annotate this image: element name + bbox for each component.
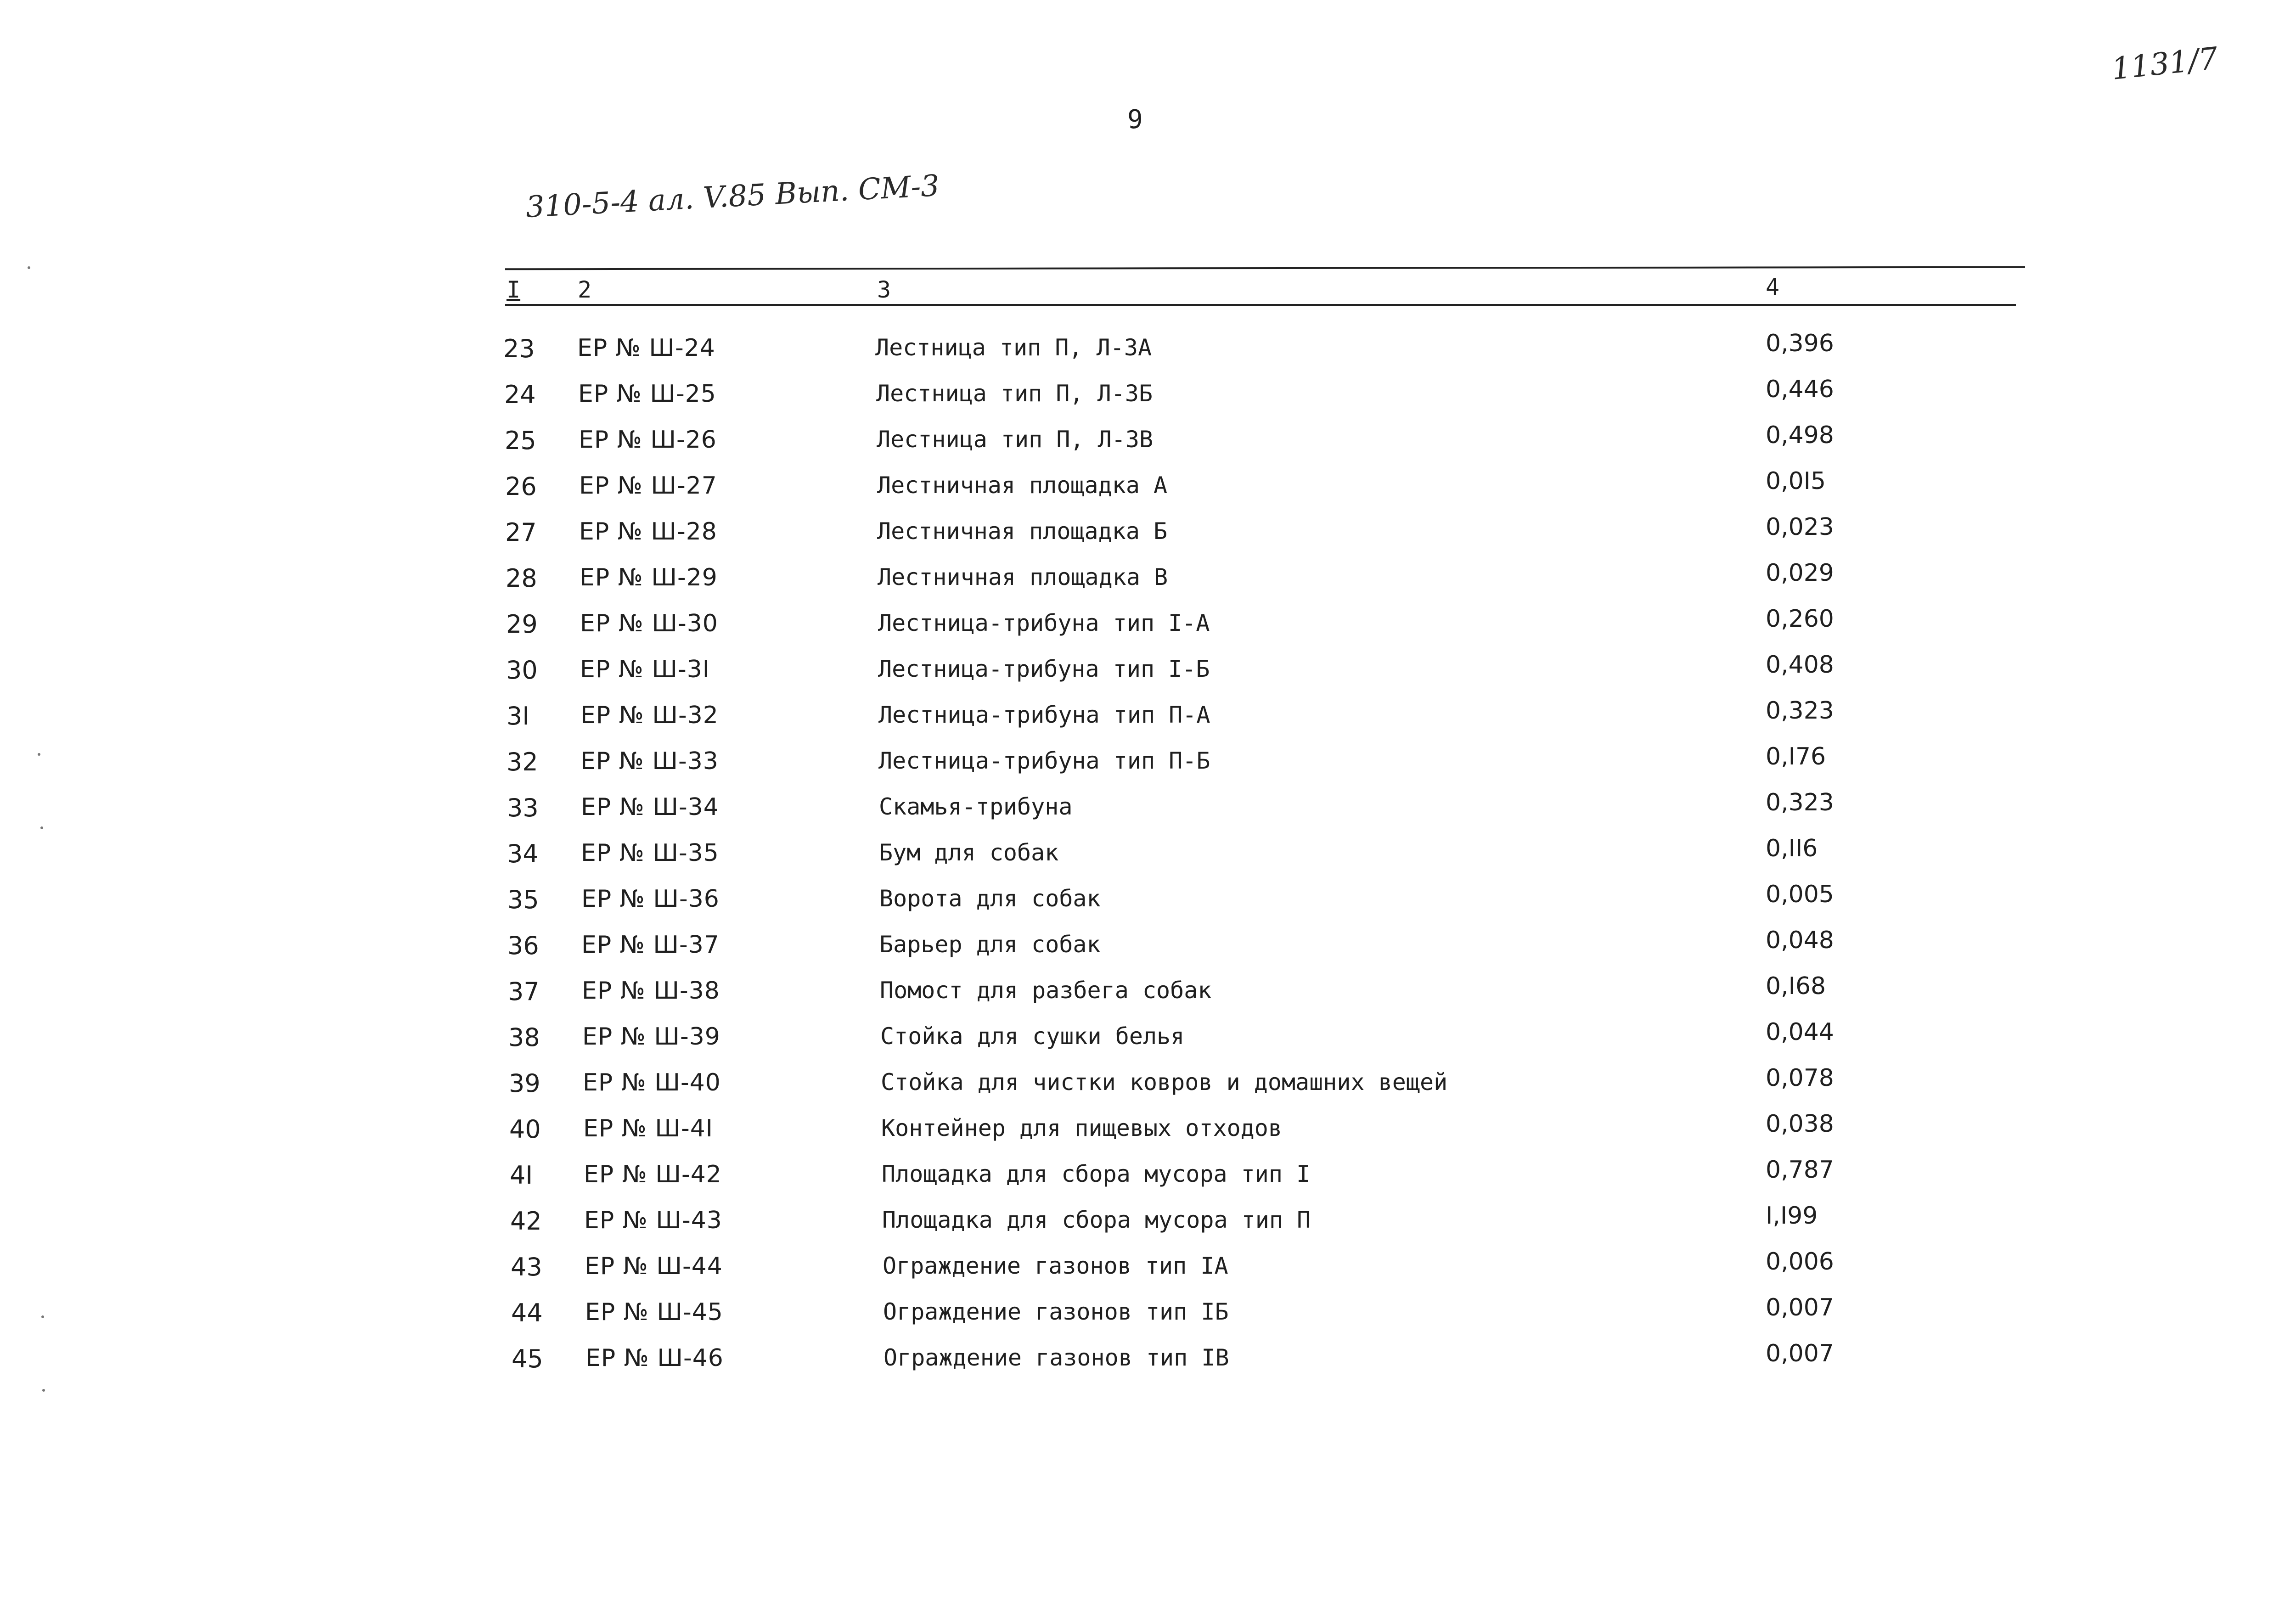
table-row — [0, 1018, 2296, 1069]
table-row — [0, 1064, 2296, 1115]
row-value: I,I99 — [1766, 1202, 1818, 1230]
scan-speck — [42, 1389, 45, 1392]
row-number: 4I — [510, 1161, 533, 1190]
row-number: 37 — [508, 977, 540, 1006]
row-value: 0,323 — [1766, 789, 1834, 816]
table-body — [0, 330, 2296, 1390]
row-number: 42 — [510, 1207, 542, 1236]
row-number: 23 — [503, 334, 535, 363]
row-name: Контейнер для пищевых отходов — [881, 1115, 1282, 1141]
row-code: ЕР № Ш-26 — [579, 426, 717, 454]
row-code: ЕР № Ш-30 — [580, 610, 718, 637]
row-code: ЕР № Ш-33 — [580, 747, 719, 775]
row-name: Лестница тип П, Л-3В — [877, 426, 1154, 453]
row-name: Лестница-трибуна тип I-Б — [878, 656, 1210, 682]
row-value: 0,029 — [1766, 559, 1834, 587]
row-name: Стойка для чистки ковров и домашних вещей — [881, 1069, 1448, 1096]
row-code: ЕР № Ш-39 — [582, 1023, 720, 1051]
row-name: Лестница-трибуна тип П-А — [878, 702, 1210, 728]
row-name: Ограждение газонов тип IБ — [883, 1298, 1229, 1325]
table-row — [0, 330, 2296, 380]
row-number: 29 — [506, 610, 538, 639]
row-code: ЕР № Ш-43 — [584, 1207, 722, 1234]
row-name: Ворота для собак — [879, 885, 1101, 912]
table-top-rule — [505, 266, 2025, 270]
row-code: ЕР № Ш-29 — [580, 564, 718, 591]
row-code: ЕР № Ш-46 — [585, 1344, 724, 1372]
table-row — [0, 467, 2296, 518]
row-number: 33 — [507, 793, 539, 822]
row-name: Скамья-трибуна — [879, 793, 1073, 820]
row-value: 0,007 — [1766, 1294, 1834, 1321]
table-row — [0, 1340, 2296, 1390]
row-code: ЕР № Ш-40 — [583, 1069, 721, 1096]
table-header — [0, 276, 2296, 305]
row-number: 28 — [506, 564, 537, 593]
row-name: Лестница тип П, Л-3А — [875, 334, 1152, 361]
row-value: 0,323 — [1766, 697, 1834, 725]
row-number: 35 — [507, 885, 539, 914]
row-code: ЕР № Ш-4I — [583, 1115, 714, 1142]
row-value: 0,396 — [1766, 330, 1834, 357]
column-header-2: 2 — [578, 276, 592, 303]
row-name: Помост для разбега собак — [880, 977, 1212, 1004]
row-number: 24 — [504, 380, 536, 409]
row-value: 0,023 — [1766, 513, 1834, 541]
row-code: ЕР № Ш-44 — [585, 1253, 723, 1280]
row-value: 0,260 — [1766, 605, 1834, 633]
row-number: 38 — [508, 1023, 540, 1052]
scan-speck — [41, 1315, 44, 1318]
row-code: ЕР № Ш-35 — [581, 839, 719, 867]
table-row — [0, 881, 2296, 931]
row-number: 45 — [512, 1344, 543, 1373]
document-code: 310-5-4 ал. V.85 Вып. СМ-3 — [525, 169, 940, 225]
row-number: 32 — [506, 747, 538, 776]
table-row — [0, 927, 2296, 977]
row-code: ЕР № Ш-27 — [579, 472, 717, 500]
row-value: 0,787 — [1766, 1156, 1834, 1184]
table-row — [0, 972, 2296, 1023]
row-value: 0,044 — [1766, 1018, 1834, 1046]
row-number: 34 — [507, 839, 539, 868]
row-value: 0,408 — [1766, 651, 1834, 679]
table-row — [0, 651, 2296, 702]
row-number: 27 — [505, 518, 537, 547]
table-row — [0, 789, 2296, 839]
row-number: 3I — [506, 702, 530, 730]
table-row — [0, 1248, 2296, 1298]
row-number: 44 — [511, 1298, 543, 1327]
row-value: 0,II6 — [1766, 835, 1818, 862]
table-row — [0, 835, 2296, 885]
row-code: ЕР № Ш-32 — [580, 702, 719, 729]
row-name: Лестничная площадка А — [877, 472, 1168, 499]
row-number: 40 — [509, 1115, 541, 1144]
sheet-mark: 1131/7 — [2110, 40, 2220, 87]
row-value: 0,048 — [1766, 927, 1834, 954]
row-code: ЕР № Ш-37 — [581, 931, 720, 959]
table-row — [0, 421, 2296, 472]
table-row — [0, 559, 2296, 610]
row-number: 43 — [511, 1253, 542, 1281]
table-row — [0, 1294, 2296, 1344]
table-row — [0, 743, 2296, 793]
row-number: 39 — [509, 1069, 540, 1098]
table-row — [0, 697, 2296, 747]
scan-speck — [40, 826, 43, 829]
row-name: Ограждение газонов тип IА — [883, 1253, 1228, 1279]
row-value: 0,038 — [1766, 1110, 1834, 1138]
table-row — [0, 376, 2296, 426]
table-row — [0, 1110, 2296, 1161]
row-name: Площадка для сбора мусора тип П — [882, 1207, 1311, 1233]
table-row — [0, 605, 2296, 656]
row-value: 0,0I5 — [1766, 467, 1826, 495]
scan-speck — [38, 753, 40, 756]
row-value: 0,005 — [1766, 881, 1834, 908]
page-number: 9 — [1127, 105, 1143, 135]
row-code: ЕР № Ш-3I — [580, 656, 710, 683]
row-value: 0,498 — [1766, 421, 1834, 449]
row-name: Барьер для собак — [879, 931, 1101, 958]
row-code: ЕР № Ш-45 — [585, 1298, 723, 1326]
row-number: 36 — [507, 931, 539, 960]
row-value: 0,I68 — [1766, 972, 1826, 1000]
row-value: 0,I76 — [1766, 743, 1826, 770]
row-name: Лестничная площадка В — [878, 564, 1168, 590]
row-code: ЕР № Ш-42 — [584, 1161, 722, 1188]
row-name: Лестничная площадка Б — [877, 518, 1168, 545]
row-name: Лестница тип П, Л-3Б — [876, 380, 1153, 407]
row-code: ЕР № Ш-24 — [577, 334, 715, 362]
table-row — [0, 1156, 2296, 1207]
row-name: Бум для собак — [879, 839, 1059, 866]
table-row — [0, 513, 2296, 564]
row-number: 26 — [505, 472, 537, 501]
row-value: 0,446 — [1766, 376, 1834, 403]
row-value: 0,007 — [1766, 1340, 1834, 1367]
row-number: 25 — [505, 426, 536, 455]
row-value: 0,006 — [1766, 1248, 1834, 1275]
row-name: Площадка для сбора мусора тип I — [882, 1161, 1311, 1187]
row-code: ЕР № Ш-36 — [581, 885, 720, 913]
row-code: ЕР № Ш-25 — [578, 380, 716, 408]
row-number: 30 — [506, 656, 538, 685]
column-header-4: 4 — [1766, 274, 1780, 300]
row-name: Лестница-трибуна тип П-Б — [878, 747, 1210, 774]
row-code: ЕР № Ш-34 — [581, 793, 719, 821]
row-name: Стойка для сушки белья — [880, 1023, 1185, 1050]
row-code: ЕР № Ш-28 — [579, 518, 717, 545]
column-header-1: I — [506, 276, 521, 303]
row-code: ЕР № Ш-38 — [582, 977, 720, 1005]
row-name: Ограждение газонов тип IВ — [884, 1344, 1229, 1371]
row-value: 0,078 — [1766, 1064, 1834, 1092]
row-name: Лестница-трибуна тип I-А — [878, 610, 1210, 636]
table-header-rule — [505, 304, 2016, 306]
scan-speck — [28, 266, 30, 269]
table-row — [0, 1202, 2296, 1253]
column-header-3: 3 — [877, 276, 891, 303]
